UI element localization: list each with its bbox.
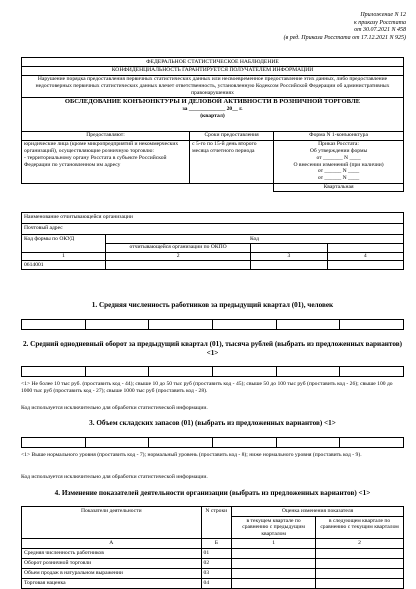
column-letter: А (22, 539, 202, 549)
q1-cell[interactable] (277, 319, 341, 330)
column-letter: Б (201, 539, 232, 549)
q4-title: 4. Изменение показателей деятельности организации (выбрать из предложенных вариантов) <1> (54, 489, 371, 497)
q3-code-note: Код используется исключительно для обработки статистической информации. (21, 474, 208, 480)
current-quarter-input[interactable] (232, 549, 316, 559)
providers-header: Предоставляют: (22, 131, 190, 140)
okpo-label: отчитывающейся организации по ОКПО (106, 243, 251, 252)
appendix-line: к приказу Росстата (353, 19, 406, 26)
deadline-header: Сроки предоставления (190, 131, 274, 140)
order-line: от _______ N ____ (316, 154, 361, 161)
confidentiality-label: КОНФИДЕНЦИАЛЬНОСТЬ ГАРАНТИРУЕТСЯ ПОЛУЧАТЕЛЕМ ИНФОРМАЦИИ (22, 66, 404, 75)
column-number: 3 (251, 252, 327, 261)
respondent-table (21, 212, 404, 270)
q2-cell[interactable] (340, 366, 404, 377)
order-line: О внесении изменений (при наличии) (293, 161, 384, 168)
indicator-name: Торговая наценка (22, 579, 202, 589)
q1-title: 1. Средняя численность работников за предыдущий квартал (01), человек (91, 301, 334, 309)
next-quarter-input[interactable] (316, 579, 404, 589)
appendix-line: от 30.07.2021 N 458 (354, 27, 406, 34)
period-hint: (квартал) (200, 112, 225, 119)
address-label: Почтовый адрес (24, 224, 63, 231)
q2-cell[interactable] (149, 366, 213, 377)
deadline-value: с 5-го по 15-й день второго месяца отчетного периода (190, 140, 274, 183)
next-quarter-input[interactable] (316, 569, 404, 579)
row-code: 03 (201, 569, 232, 579)
q2-cell[interactable] (21, 366, 86, 377)
q3-cell[interactable] (340, 437, 404, 448)
order-line: Приказ Росстата: (318, 141, 359, 148)
q2-cell[interactable] (213, 366, 277, 377)
column-number: 1 (22, 252, 106, 261)
table-row (22, 569, 404, 579)
appendix-reference (246, 12, 406, 42)
indicator-name: Оборот розничной торговли (22, 559, 202, 569)
column-number: 4 (327, 252, 403, 261)
okpo-input[interactable] (106, 261, 251, 270)
table-row (22, 579, 404, 589)
q3-cell[interactable] (86, 437, 150, 448)
row-code: 01 (201, 549, 232, 559)
q2-input-row (21, 366, 404, 377)
q3-cell[interactable] (21, 437, 86, 448)
empty-header (327, 243, 403, 252)
current-quarter-input[interactable] (232, 569, 316, 579)
q1-cell[interactable] (340, 319, 404, 330)
code-label: Код (106, 235, 404, 244)
order-line: от ______ N ____ (317, 168, 360, 175)
survey-title-cell (22, 97, 404, 131)
okud-label: Код формы по ОКУД (22, 235, 106, 253)
liability-warning: Нарушение порядка предоставления первичных статистических данных или несвоевременное предоставление этих данных, либо предоставление недостоверных первичных статистических данных влечет ответственность, установленную Кодексом Российской Федерации об административных правонарушениях (22, 75, 404, 97)
q2-cell[interactable] (277, 366, 341, 377)
current-quarter-header: в текущем квартале по сравнению с предыдущим кварталом (232, 517, 316, 539)
survey-title: ОБСЛЕДОВАНИЕ КОНЪЮНКТУРЫ И ДЕЛОВОЙ АКТИВНОСТИ В РОЗНИЧНОЙ ТОРГОВЛЕ (64, 98, 361, 106)
current-quarter-input[interactable] (232, 579, 316, 589)
q3-cell[interactable] (277, 437, 341, 448)
order-line: Об утверждении формы (309, 148, 368, 155)
providers-where: - территориальному органу Росстата в субъекте Российской Федерации по установленном им адресу (24, 154, 167, 168)
q3-cell[interactable] (213, 437, 277, 448)
q3-title: 3. Объем складских запасов (01) (выбрать из предложенных вариантов) <1> (89, 419, 336, 427)
table-row (22, 559, 404, 569)
table-row (22, 549, 404, 559)
q3-cell[interactable] (149, 437, 213, 448)
q2-title: 2. Средний однодневный оборот за предыдущий квартал (01), тысяча рублей (выбрать из предложенных вариантов) <1> (22, 340, 403, 357)
federal-observation-label: ФЕДЕРАЛЬНОЕ СТАТИСТИЧЕСКОЕ НАБЛЮДЕНИЕ (22, 58, 404, 67)
code-input[interactable] (327, 261, 403, 270)
q2-footnote: <1> Не более 10 тыс руб. (проставить код - 44); свыше 10 до 50 тыс руб (проставить код - 45); свыше 50 до 100 тыс руб (проставить код - 26); свыше 100 до 1000 тыс руб (проставить код - 27); свыше 1000 тыс руб (проставить код - 28). (21, 381, 393, 395)
q3-footnote: <1> Выше нормального уровня (проставить код - 7); нормальный уровень (проставить код - 8); ниже нормального уровня (проставить код - 9). (21, 452, 362, 458)
form-header-table (21, 57, 404, 192)
okud-code: 0614001 (22, 261, 106, 270)
q1-cell[interactable] (21, 319, 86, 330)
providers-cell (22, 140, 190, 183)
appendix-line: Приложение N 12 (360, 12, 406, 18)
indicator-col-header: Показатели деятельности (22, 507, 202, 539)
org-name-field[interactable] (22, 213, 404, 224)
q1-input-row (21, 319, 404, 330)
code-input[interactable] (251, 261, 327, 270)
org-name-label: Наименование отчитывающейся организации (24, 213, 133, 220)
next-quarter-header: в следующем квартале по сравнению с текущим кварталом (316, 517, 404, 539)
providers-who: юридические лица (кроме микропредприятий и некоммерческих организаций), осуществляющие розничную торговлю: (24, 141, 179, 155)
assessment-col-header: Оценка изменения показателя (232, 507, 404, 517)
empty-header (251, 243, 327, 252)
next-quarter-input[interactable] (316, 559, 404, 569)
row-code: 02 (201, 559, 232, 569)
q1-cell[interactable] (213, 319, 277, 330)
periodicity-label: Квартальная (274, 183, 404, 192)
order-line: от ______ N ____ (317, 175, 360, 182)
q2-code-note: Код используется исключительно для обработки статистической информации. (21, 405, 208, 411)
indicator-name: Средняя численность работников (22, 549, 202, 559)
next-quarter-input[interactable] (316, 549, 404, 559)
column-number: 2 (106, 252, 251, 261)
form-number-header: Форма N 1-конъюнктура (274, 131, 404, 140)
appendix-line: (в ред. Приказа Росстата от 17.12.2021 N 925) (283, 34, 406, 41)
q1-cell[interactable] (149, 319, 213, 330)
q2-cell[interactable] (86, 366, 150, 377)
column-letter: 2 (316, 539, 404, 549)
q3-input-row (21, 437, 404, 448)
q1-cell[interactable] (86, 319, 150, 330)
period-line: за _____________ 20__ г. (182, 105, 243, 112)
indicators-table (21, 506, 404, 589)
indicator-name: Объем продаж в натуральном выражении (22, 569, 202, 579)
spacer-cell (22, 183, 274, 192)
address-field[interactable] (22, 224, 404, 235)
column-letter: 1 (232, 539, 316, 549)
current-quarter-input[interactable] (232, 559, 316, 569)
row-code: 04 (201, 579, 232, 589)
row-number-col-header: N строки (201, 507, 232, 539)
order-cell (274, 140, 404, 183)
